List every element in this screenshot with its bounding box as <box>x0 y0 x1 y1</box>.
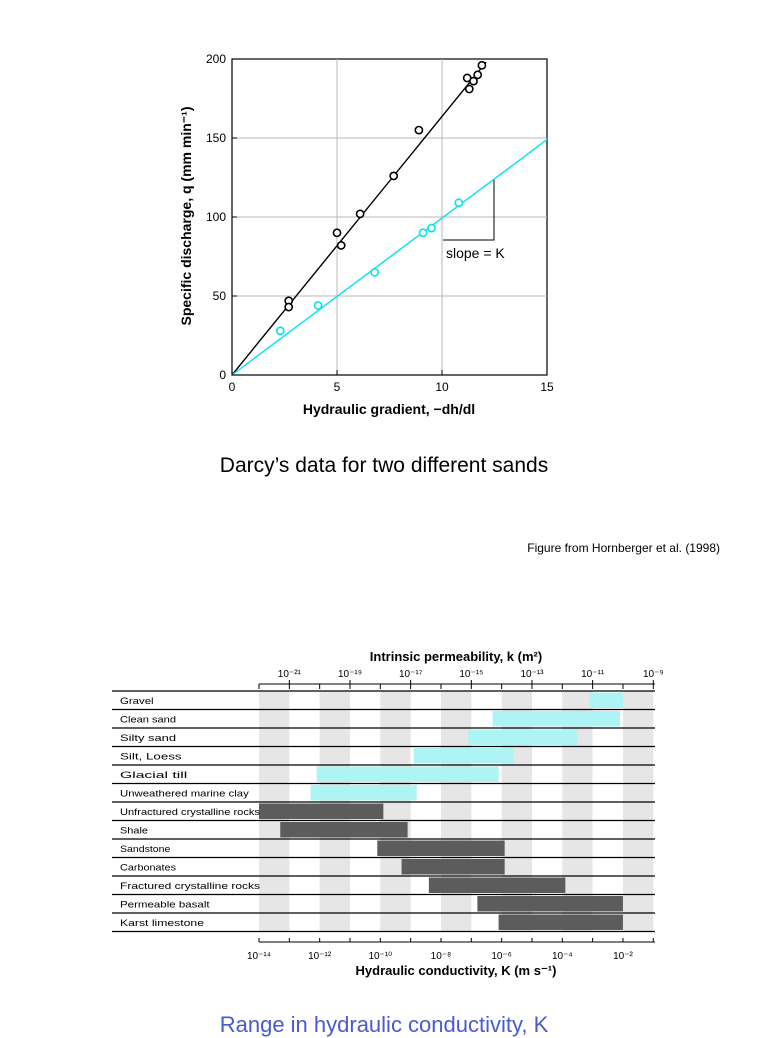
category-label: Silty sand <box>120 733 176 744</box>
x-axis-label: Hydraulic gradient, −dh/dl <box>302 401 476 417</box>
top-tick-label: 10⁻¹⁷ <box>398 669 423 680</box>
y-tick-label: 0 <box>219 368 226 382</box>
category-label: Silt, Loess <box>120 751 182 763</box>
y-tick-label: 200 <box>205 52 226 66</box>
bottom-tick-label: 10⁻¹⁴ <box>246 951 272 962</box>
range-bar <box>280 822 407 838</box>
range-bar <box>317 767 499 783</box>
permeability-title: Intrinsic permeability, k (m²) <box>369 649 543 664</box>
y-tick-label: 50 <box>212 289 226 303</box>
y-tick-label: 150 <box>205 131 226 145</box>
category-label: Clean sand <box>120 714 176 726</box>
top-tick-label: 10⁻⁹ <box>642 669 664 680</box>
top-tick-label: 10⁻¹⁵ <box>459 669 484 680</box>
category-label: Carbonates <box>120 862 177 874</box>
range-bar <box>429 878 565 894</box>
bottom-tick-label: 10⁻² <box>613 951 633 962</box>
top-tick-label: 10⁻¹¹ <box>581 669 605 680</box>
range-bar <box>499 915 623 931</box>
bottom-tick-label: 10⁻¹⁰ <box>368 951 393 962</box>
category-label: Unfractured crystalline rocks <box>120 807 261 818</box>
range-bar <box>377 841 504 857</box>
range-bar <box>468 730 577 746</box>
figure-credit: Figure from Hornberger et al. (1998) <box>527 541 720 555</box>
slope-annotation: slope = K <box>446 245 505 261</box>
y-tick-label: 100 <box>205 210 226 224</box>
bottom-tick-label: 10⁻⁶ <box>491 951 512 962</box>
conductivity-axis-label: Hydraulic conductivity, K (m s⁻¹) <box>355 963 557 978</box>
top-tick-label: 10⁻¹⁹ <box>337 669 362 680</box>
category-label: Glacial till <box>120 770 188 781</box>
range-bar <box>477 896 623 912</box>
range-bar <box>590 693 623 709</box>
top-tick-label: 10⁻¹³ <box>520 669 544 680</box>
bottom-tick-label: 10⁻⁸ <box>430 951 452 962</box>
bottom-caption: Range in hydraulic conductivity, K <box>219 1012 549 1037</box>
decade-band <box>441 691 471 932</box>
range-bar <box>259 804 383 820</box>
top-tick-label: 10⁻²¹ <box>277 669 301 680</box>
range-bar <box>311 785 417 801</box>
decade-band <box>623 691 653 932</box>
category-label: Shale <box>120 825 148 837</box>
bottom-tick-label: 10⁻¹² <box>308 951 332 962</box>
range-bar <box>414 748 514 764</box>
x-tick-label: 5 <box>333 380 341 394</box>
category-label: Unweathered marine clay <box>120 788 250 800</box>
range-bar <box>493 711 620 727</box>
category-label: Gravel <box>120 696 154 707</box>
decade-band <box>380 691 410 932</box>
category-label: Karst limestone <box>120 918 204 929</box>
decade-band <box>562 691 592 932</box>
y-axis-label: Specific discharge, q (mm min⁻¹) <box>178 106 194 326</box>
category-label: Sandstone <box>120 844 171 855</box>
bottom-tick-label: 10⁻⁴ <box>551 951 573 962</box>
x-tick-label: 0 <box>228 380 236 394</box>
decade-band <box>502 691 532 932</box>
x-tick-label: 10 <box>435 380 449 394</box>
category-label: Permeable basalt <box>120 899 211 911</box>
x-tick-label: 15 <box>540 380 554 394</box>
category-label: Fractured crystalline rocks <box>120 881 261 892</box>
range-bar <box>402 859 505 875</box>
slide-caption: Darcy’s data for two different sands <box>219 454 549 477</box>
